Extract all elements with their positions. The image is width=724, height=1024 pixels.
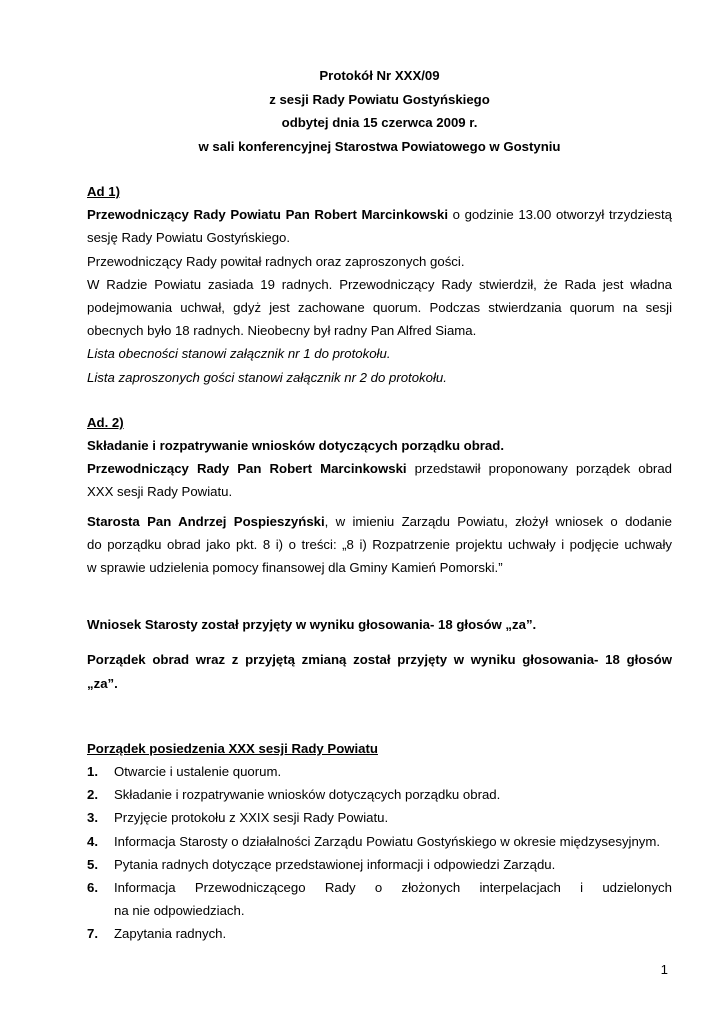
- ad2-p2-rest: , w imieniu Zarządu Powiatu, złożył wniosek o dodanie: [324, 513, 672, 529]
- ad1-paragraph-1-line-1: [87, 203, 672, 226]
- chairman-name: Przewodniczący Rady Powiatu Pan Robert Marcinkowski: [87, 207, 448, 223]
- agenda-item: [87, 806, 672, 829]
- ad1-paragraph-2: Przewodniczący Rady powitał radnych oraz zaproszonych gości.: [87, 253, 465, 269]
- agenda-item-number: 2.: [87, 787, 98, 803]
- ad2-paragraph-2-line-3: w sprawie udzielenia pomocy finansowej dla Gminy Kamień Pomorski.”: [87, 560, 503, 576]
- ad2-subheading: Składanie i rozpatrywanie wniosków dotyczących porządku obrad.: [87, 438, 504, 454]
- starosta-name: Starosta Pan Andrzej Pospieszyński: [87, 513, 325, 529]
- agenda-item-number: 3.: [87, 810, 98, 826]
- agenda-item-text-line-1: Informacja Przewodniczącego Rady o złożonych interpelacjach i udzielonych: [114, 880, 672, 896]
- agenda-item: [87, 830, 672, 853]
- agenda-heading: Porządek posiedzenia XXX sesji Rady Powiatu: [87, 740, 378, 756]
- agenda-item-number: 5.: [87, 856, 98, 872]
- ad2-paragraph-2-line-2: do porządku obrad jako pkt. 8 i) o treści: „8 i) Rozpatrzenie projektu uchwały i podjęcie uchwały: [87, 536, 672, 552]
- ad2-paragraph-1-line-2: XXX sesji Rady Powiatu.: [87, 484, 233, 500]
- attachment-note-2: Lista zaproszonych gości stanowi załącznik nr 2 do protokołu.: [87, 369, 447, 385]
- chairman-name: Przewodniczący Rady Pan Robert Marcinkowski: [87, 461, 407, 477]
- agenda-item-text: Otwarcie i ustalenie quorum.: [114, 764, 282, 780]
- ad2-paragraph-1-line-1: [87, 457, 672, 480]
- agenda-item: [87, 760, 672, 783]
- vote-result-1: Wniosek Starosty został przyjęty w wyniku głosowania- 18 głosów „za”.: [87, 617, 537, 633]
- agenda-item-text: Składanie i rozpatrywanie wniosków dotyczących porządku obrad.: [114, 787, 501, 803]
- agenda-item: [87, 783, 672, 806]
- vote-result-2-line-1: Porządek obrad wraz z przyjętą zmianą został przyjęty w wyniku głosowania- 18 głosów: [87, 652, 672, 668]
- attachment-note-1: Lista obecności stanowi załącznik nr 1 do protokołu.: [87, 346, 391, 362]
- protocol-date: odbytej dnia 15 czerwca 2009 r.: [281, 115, 478, 130]
- agenda-item-number: 4.: [87, 833, 98, 849]
- ad1-p1-rest: o godzinie 13.00 otworzył trzydziestą: [448, 207, 672, 223]
- protocol-header: [87, 64, 672, 158]
- protocol-location: w sali konferencyjnej Starostwa Powiatowego w Gostyniu: [198, 138, 561, 154]
- agenda-item-text: Zapytania radnych.: [114, 926, 227, 942]
- ad1-paragraph-3-line-1: W Radzie Powiatu zasiada 19 radnych. Przewodniczący Rady stwierdził, że Rada jest władna: [87, 276, 672, 292]
- ad2-p1-rest: przedstawił proponowany porządek obrad: [406, 461, 672, 477]
- agenda-list: [87, 760, 672, 946]
- agenda-item: [87, 876, 672, 922]
- agenda-item-text: [114, 876, 672, 922]
- agenda-item: [87, 853, 672, 876]
- agenda-item: [87, 922, 672, 945]
- ad1-heading: Ad 1): [87, 184, 120, 199]
- ad1-paragraph-3-line-3: obecnych było 18 radnych. Nieobecny był radny Pan Alfred Siama.: [87, 323, 477, 339]
- ad2-paragraph-2-line-1: [87, 510, 672, 533]
- protocol-subtitle: z sesji Rady Powiatu Gostyńskiego: [269, 91, 490, 107]
- agenda-item-text: Pytania radnych dotyczące przedstawionej informacji i odpowiedzi Zarządu.: [114, 856, 556, 872]
- vote-result-2-line-2: „za”.: [87, 675, 118, 691]
- page-number: 1: [660, 962, 668, 977]
- agenda-item-number: 1.: [87, 764, 98, 780]
- agenda-item-text: Informacja Starosty o działalności Zarządu Powiatu Gostyńskiego w okresie międzysesyjnym.: [114, 833, 661, 849]
- agenda-item-number: 7.: [87, 926, 98, 942]
- protocol-body: [87, 180, 672, 946]
- ad1-paragraph-1-line-2: sesję Rady Powiatu Gostyńskiego.: [87, 230, 291, 246]
- ad2-heading: Ad. 2): [87, 414, 124, 430]
- ad1-paragraph-3-line-2: podejmowania uchwał, gdyż jest zachowane quorum. Podczas stwierdzania quorum na sesji: [87, 300, 672, 316]
- agenda-item-text: Przyjęcie protokołu z XXIX sesji Rady Powiatu.: [114, 810, 389, 826]
- agenda-item-text-line-2: na nie odpowiedziach.: [114, 903, 245, 919]
- agenda-item-number: 6.: [87, 880, 98, 896]
- protocol-title: Protokół Nr XXX/09: [319, 68, 440, 83]
